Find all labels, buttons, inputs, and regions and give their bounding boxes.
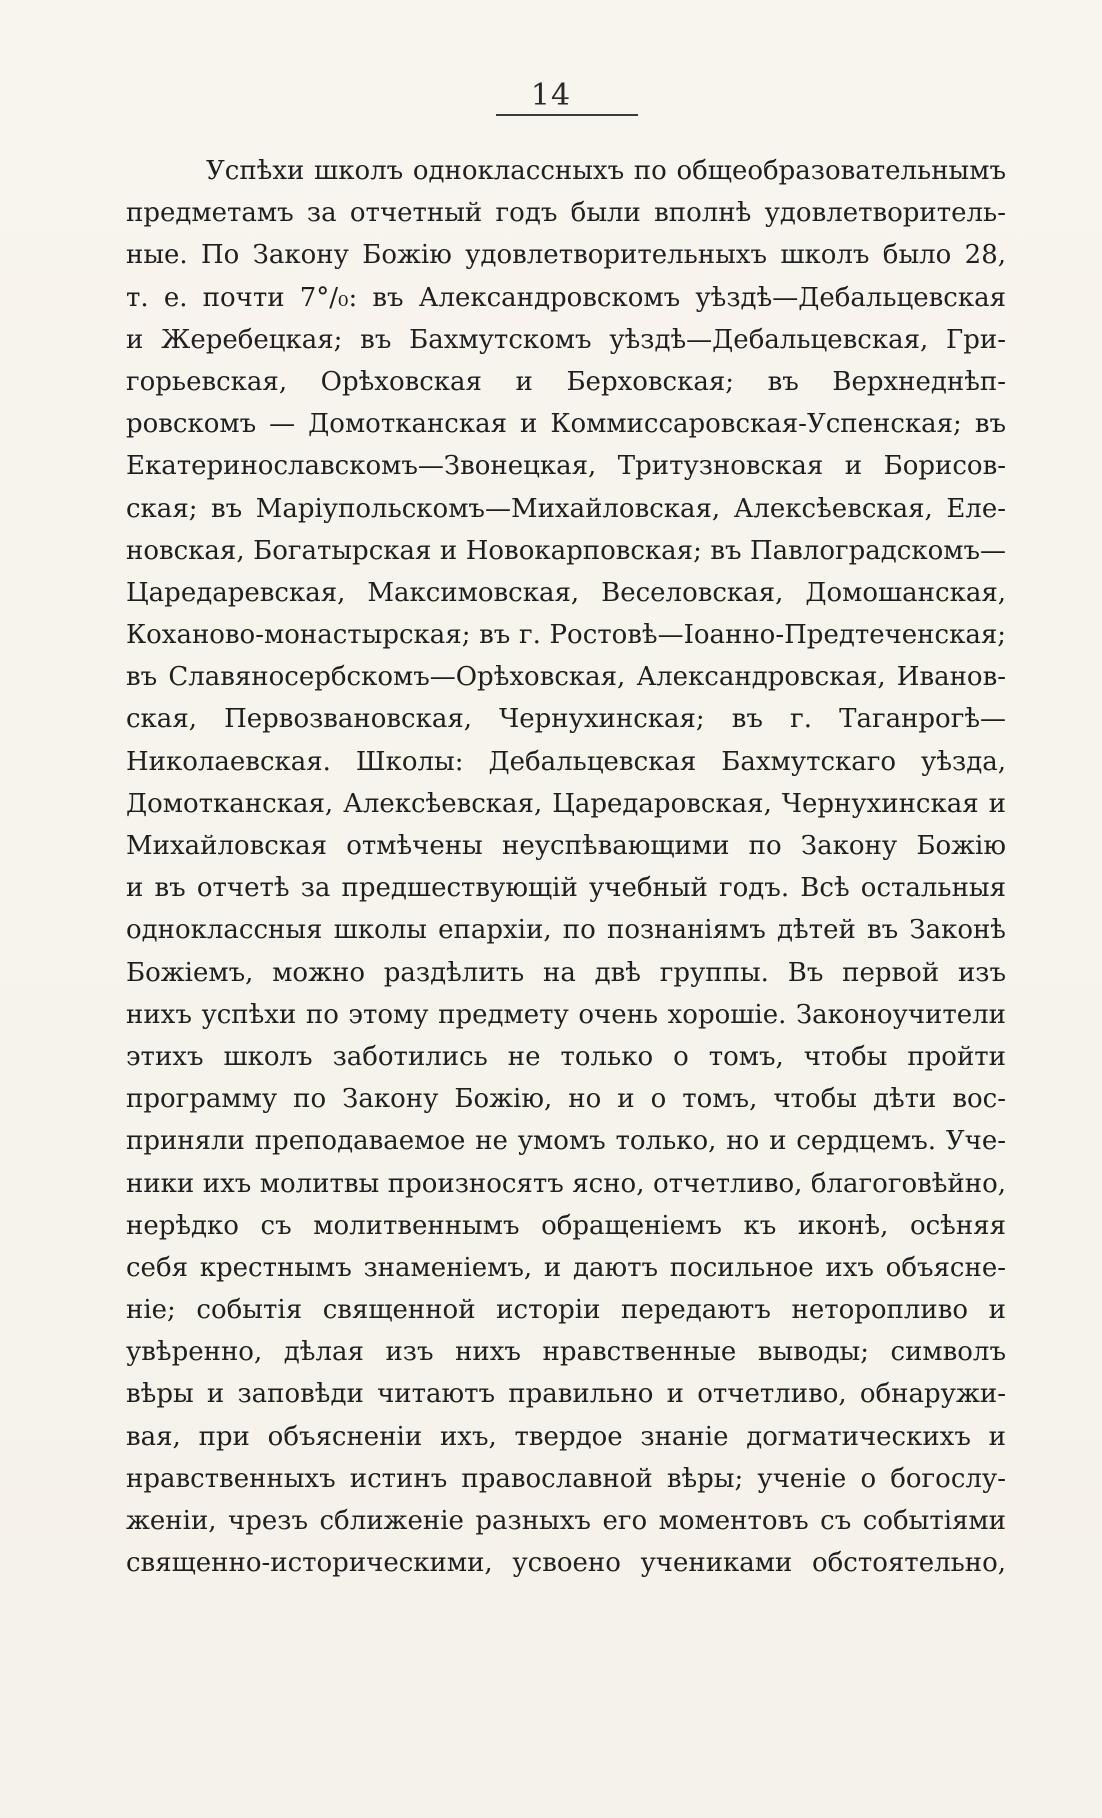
text-line: себя крестнымъ знаменіемъ, и даютъ посильное ихъ объясне- [126, 1252, 1006, 1283]
text-line: нравственныхъ истинъ православной вѣры; ученіе о богослу- [126, 1463, 1006, 1494]
text-line: программу по Закону Божію, но и о томъ, чтобы дѣти вос- [126, 1084, 1006, 1115]
text-line: ровскомъ — Домотканская и Коммиссаровская-Успенская; въ [126, 409, 1006, 440]
text-line: ники ихъ молитвы произносятъ ясно, отчетливо, благоговѣйно, [126, 1168, 1006, 1199]
text-line: увѣренно, дѣлая изъ нихъ нравственные выводы; символъ [126, 1337, 1006, 1368]
text-line: Николаевская. Школы: Дебальцевская Бахмутскаго уѣзда, [126, 746, 1006, 777]
text-line: священно-историческими, усвоено учениками обстоятельно, [126, 1548, 1006, 1579]
text-line: ніе; событія священной исторіи передаютъ неторопливо и [126, 1295, 1006, 1326]
text-line: этихъ школъ заботились не только о томъ, чтобы пройти [126, 1041, 1006, 1072]
text-line: женіи, чрезъ сближеніе разныхъ его моментовъ съ событіями [126, 1506, 1006, 1536]
text-line: нихъ успѣхи по этому предмету очень хорошіе. Законоучители [126, 999, 1006, 1030]
header-rule [496, 114, 638, 116]
text-line: ская; въ Маріупольскомъ—Михайловская, Алексѣевская, Еле- [126, 493, 1006, 524]
text-line: новская, Богатырская и Новокарповская; въ Павлоградскомъ— [126, 535, 1006, 566]
text-line: Михайловская отмѣчены неуспѣвающими по Закону Божію [126, 831, 1006, 861]
text-line: ные. По Закону Божію удовлетворительныхъ школъ было 28, [126, 240, 1006, 271]
text-line: вая, при объясненіи ихъ, твердое знаніе догматическихъ и [126, 1421, 1006, 1452]
text-line: и Жеребецкая; въ Бахмутскомъ уѣздѣ—Дебальцевская, Гри- [126, 324, 1006, 355]
text-line: Успѣхи школъ одноклассныхъ по общеобразовательнымъ [206, 156, 1006, 186]
text-line: приняли преподаваемое не умомъ только, но и сердцемъ. Уче- [126, 1126, 1006, 1157]
text-line: Божіемъ, можно раздѣлить на двѣ группы. Въ первой изъ [126, 957, 1006, 988]
text-line: одноклассныя школы епархіи, по познаніямъ дѣтей въ Законѣ [126, 915, 1006, 946]
text-line: вѣры и заповѣди читаютъ правильно и отчетливо, обнаружи- [126, 1379, 1006, 1410]
text-line: Домотканская, Алексѣевская, Царедаровская, Чернухинская и [126, 788, 1006, 819]
text-line: и въ отчетѣ за предшествующій учебный годъ. Всѣ остальныя [126, 873, 1006, 904]
text-line: Царедаревская, Максимовская, Веселовская, Домошанская, [126, 577, 1006, 608]
text-line: т. е. почти 7°/₀: въ Александровскомъ уѣздѣ—Дебальцевская [126, 282, 1006, 313]
page-number: 14 [530, 78, 572, 113]
text-line: въ Славяносербскомъ—Орѣховская, Александровская, Иванов- [126, 662, 1006, 693]
text-line: предметамъ за отчетный годъ были вполнѣ удовлетворитель- [126, 198, 1006, 229]
body-text [126, 150, 1006, 1584]
text-line: Кохановo-монастырская; въ г. Ростовѣ—Іоанно-Предтеченская; [126, 620, 1006, 651]
text-line: горьевская, Орѣховская и Берховская; въ Верхнеднѣп- [126, 366, 1006, 397]
text-line: ская, Первозвановская, Чернухинская; въ г. Таганрогѣ— [126, 704, 1006, 735]
text-line: Екатеринославскомъ—Звонецкая, Тритузновская и Борисов- [126, 451, 1006, 482]
text-line: нерѣдко съ молитвеннымъ обращеніемъ къ иконѣ, осѣняя [126, 1210, 1006, 1241]
